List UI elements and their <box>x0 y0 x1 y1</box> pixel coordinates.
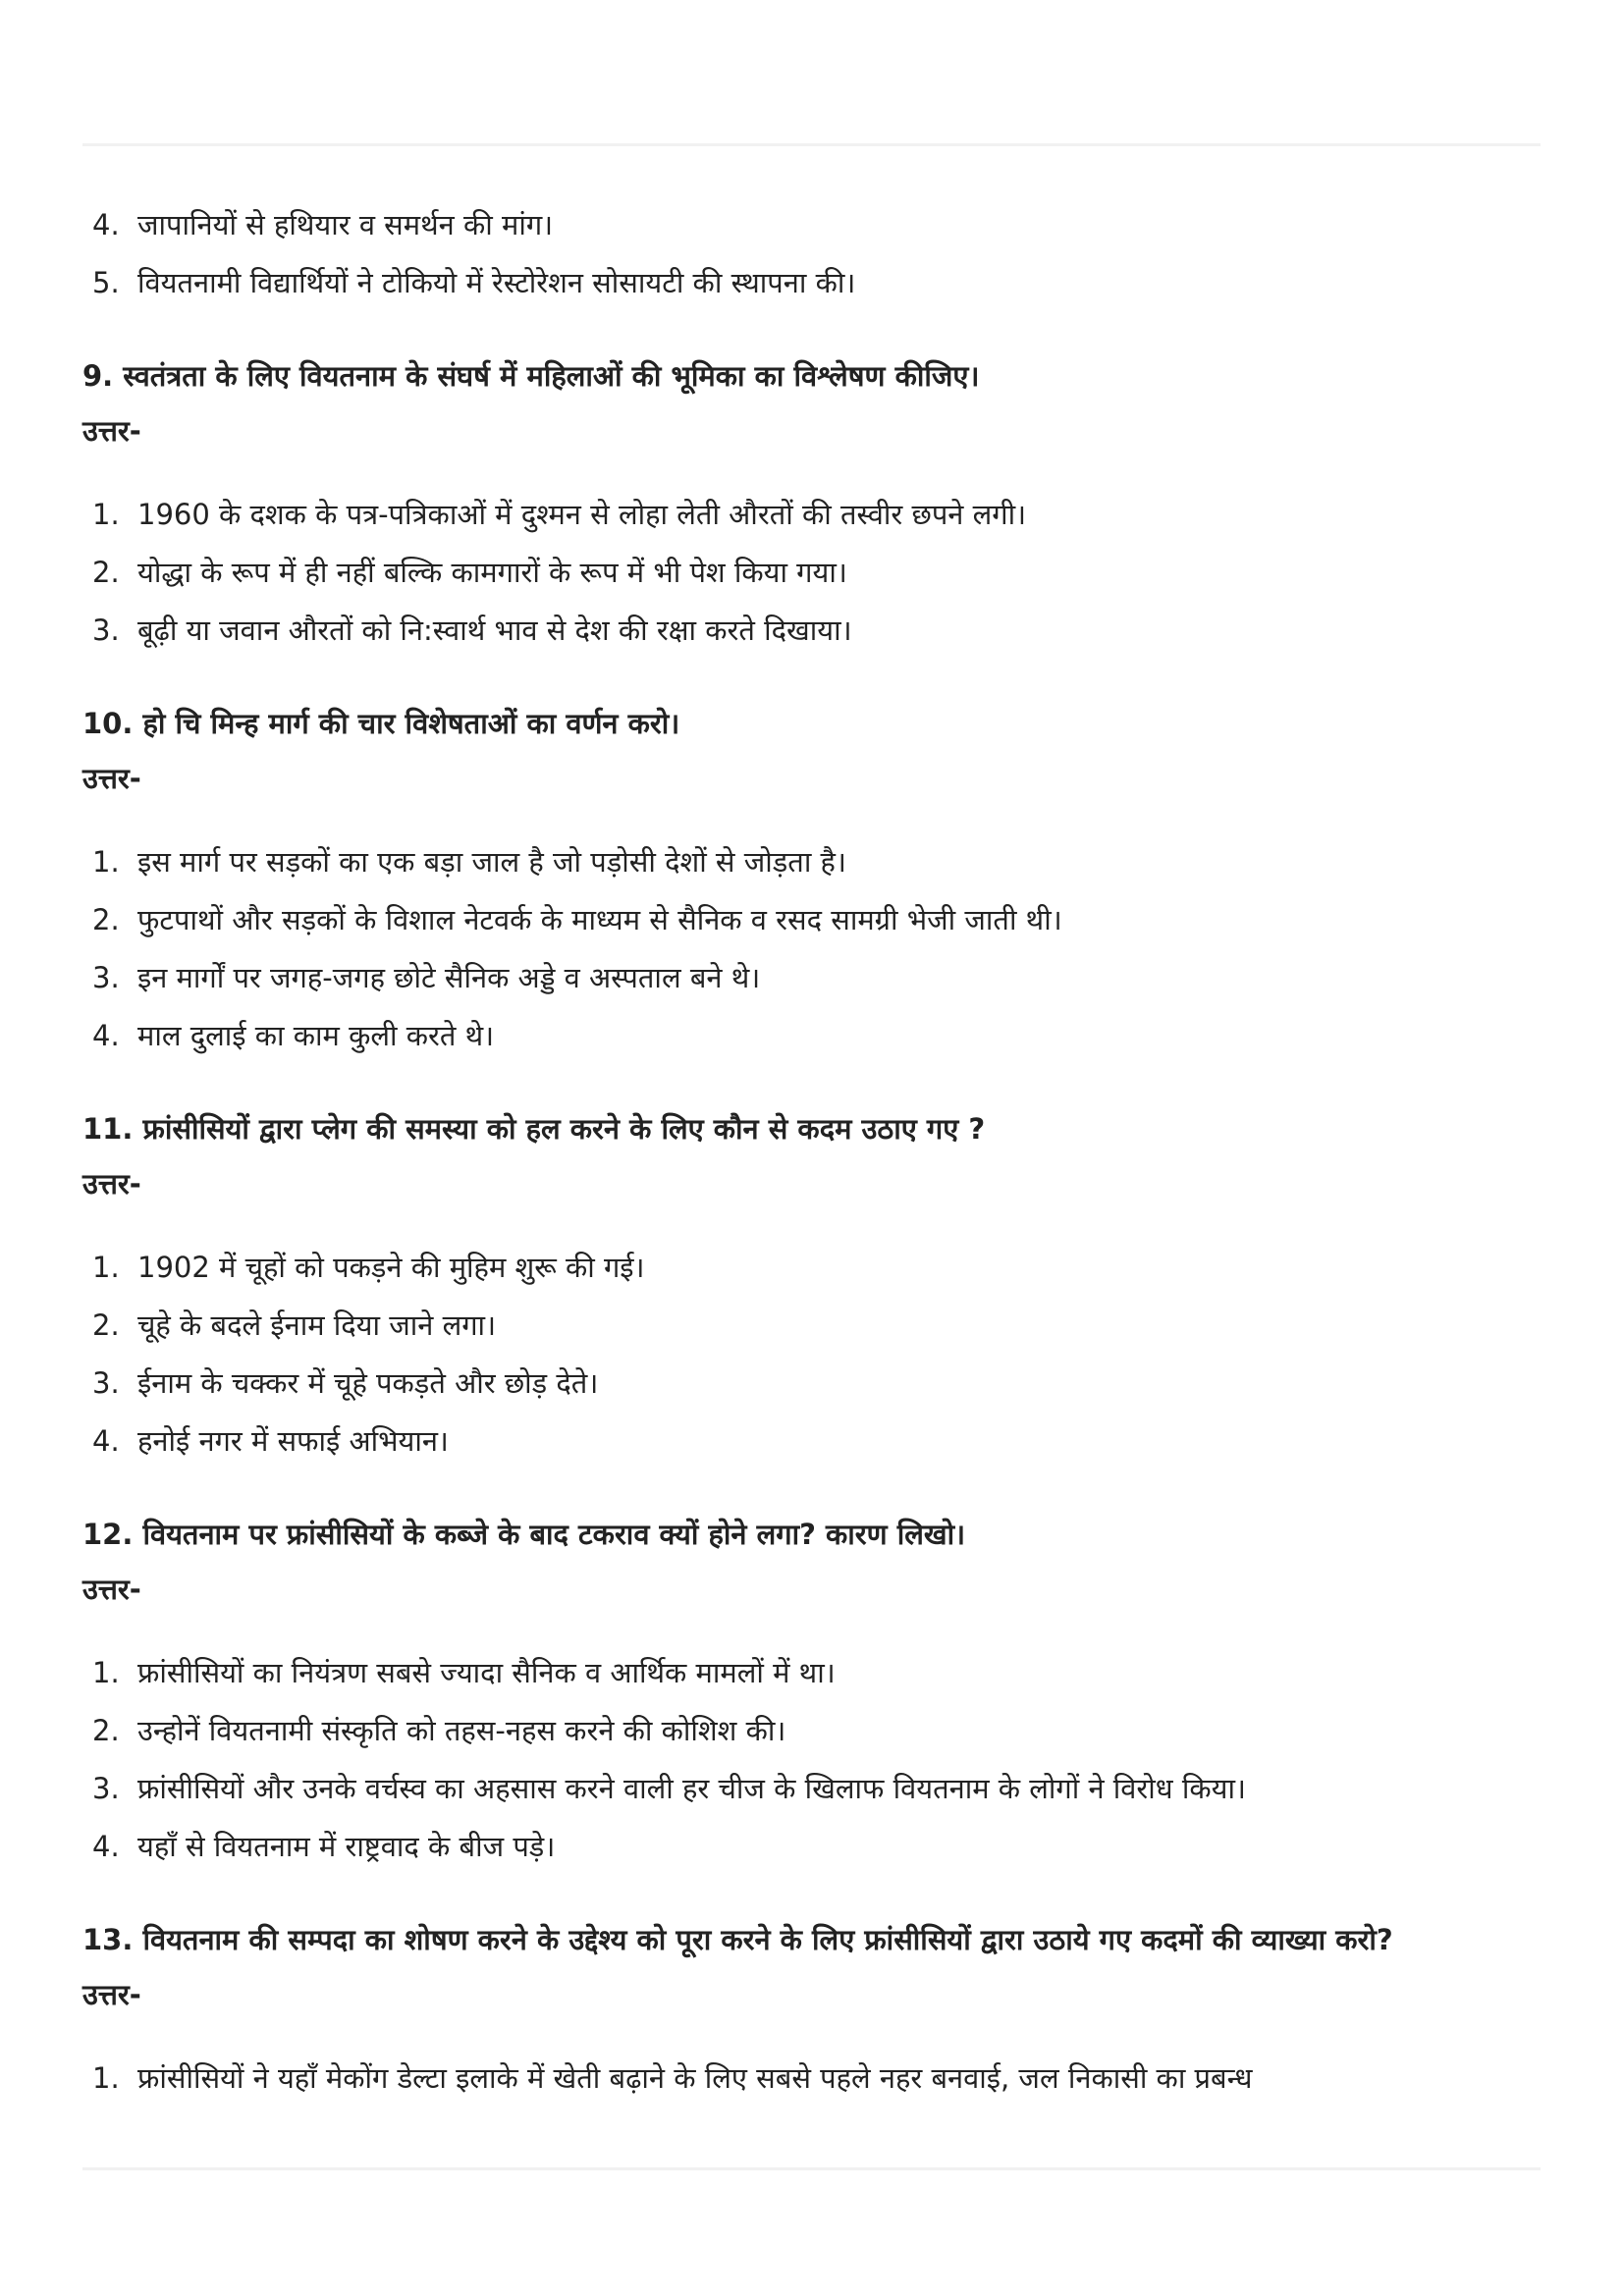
list-item <box>82 196 1541 254</box>
item-number: 2. <box>92 1714 120 1747</box>
answer-list <box>82 2050 1541 2108</box>
answer-label: उत्तर- <box>82 762 141 795</box>
item-number: 1. <box>92 2061 120 2095</box>
item-text: चूहे के बदले ईनाम दिया जाने लगा। <box>137 1308 497 1342</box>
list-item <box>82 1007 1541 1065</box>
list-item <box>82 544 1541 602</box>
item-number: 3. <box>92 1366 120 1400</box>
item-text: उन्होनें वियतनामी संस्कृति को तहस-नहस करने की कोशिश की। <box>137 1714 786 1747</box>
item-text: जापानियों से हथियार व समर्थन की मांग। <box>137 208 554 241</box>
item-number: 4. <box>92 1424 120 1458</box>
answer-label: उत्तर- <box>82 414 141 448</box>
item-number: 5. <box>92 266 120 299</box>
list-item <box>82 1644 1541 1702</box>
list-item <box>82 1297 1541 1355</box>
continued-list <box>82 196 1541 312</box>
list-item <box>82 1355 1541 1413</box>
question-section-10 <box>82 696 1541 1065</box>
question-section-13 <box>82 1912 1541 2108</box>
answer-label: उत्तर- <box>82 1167 141 1201</box>
item-text: इन मार्गों पर जगह-जगह छोटे सैनिक अड्डे व अस्पताल बने थे। <box>137 961 761 994</box>
item-number: 3. <box>92 1772 120 1805</box>
item-number: 2. <box>92 903 120 936</box>
question-section-12 <box>82 1507 1541 1876</box>
answer-list <box>82 486 1541 660</box>
list-item <box>82 1818 1541 1876</box>
top-divider <box>82 143 1541 146</box>
item-text: 1960 के दशक के पत्र-पत्रिकाओं में दुश्मन से लोहा लेती औरतों की तस्वीर छपने लगी। <box>137 498 1027 531</box>
item-text: हनोई नगर में सफाई अभियान। <box>137 1424 449 1458</box>
list-item <box>82 1413 1541 1470</box>
question-heading: 10. हो चि मिन्ह मार्ग की चार विशेषताओं का वर्णन करो। <box>82 707 680 740</box>
item-text: 1902 में चूहों को पकड़ने की मुहिम शुरू की गई। <box>137 1251 645 1284</box>
list-item <box>82 833 1541 891</box>
list-item <box>82 2050 1541 2108</box>
list-item <box>82 1239 1541 1297</box>
question-section-11 <box>82 1101 1541 1470</box>
question-heading: 11. फ्रांसीसियों द्वारा प्लेग की समस्या को हल करने के लिए कौन से कदम उठाए गए ? <box>82 1112 986 1146</box>
item-number: 1. <box>92 498 120 531</box>
item-text: फ्रांसीसियों और उनके वर्चस्व का अहसास करने वाली हर चीज के खिलाफ वियतनाम के लोगों ने विरोध किया। <box>137 1772 1246 1805</box>
item-number: 4. <box>92 208 120 241</box>
item-number: 3. <box>92 961 120 994</box>
item-text: योद्धा के रूप में ही नहीं बल्कि कामगारों के रूप में भी पेश किया गया। <box>137 556 847 589</box>
list-item <box>82 1760 1541 1818</box>
item-text: माल दुलाई का काम कुली करते थे। <box>137 1019 495 1052</box>
answer-label: उत्तर- <box>82 1978 141 2011</box>
item-text: इस मार्ग पर सड़कों का एक बड़ा जाल है जो पड़ोसी देशों से जोड़ता है। <box>137 845 846 879</box>
list-item <box>82 602 1541 660</box>
item-number: 4. <box>92 1019 120 1052</box>
answer-list <box>82 833 1541 1065</box>
item-text: यहाँ से वियतनाम में राष्ट्रवाद के बीज पड़े। <box>137 1830 556 1863</box>
item-text: फ्रांसीसियों ने यहाँ मेकोंग डेल्टा इलाके में खेती बढ़ाने के लिए सबसे पहले नहर बनवाई, जल निकासी का प्रबन्ध <box>137 2061 1253 2095</box>
answer-list <box>82 1644 1541 1876</box>
list-item <box>82 486 1541 544</box>
item-number: 3. <box>92 614 120 647</box>
list-item <box>82 1702 1541 1760</box>
list-item <box>82 891 1541 949</box>
list-item <box>82 254 1541 312</box>
item-number: 1. <box>92 845 120 879</box>
item-number: 1. <box>92 1656 120 1689</box>
question-heading: 13. वियतनाम की सम्पदा का शोषण करने के उद्देश्य को पूरा करने के लिए फ्रांसीसियों द्वारा उठाये गए कदमों की व्याख्या करो? <box>82 1923 1393 1956</box>
question-section-9 <box>82 348 1541 660</box>
item-text: फुटपाथों और सड़कों के विशाल नेटवर्क के माध्यम से सैनिक व रसद सामग्री भेजी जाती थी। <box>137 903 1062 936</box>
bottom-divider <box>82 2167 1541 2170</box>
item-text: वियतनामी विद्यार्थियों ने टोकियो में रेस्टोरेशन सोसायटी की स्थापना की। <box>137 266 856 299</box>
item-number: 2. <box>92 556 120 589</box>
item-number: 1. <box>92 1251 120 1284</box>
question-heading: 9. स्वतंत्रता के लिए वियतनाम के संघर्ष में महिलाओं की भूमिका का विश्लेषण कीजिए। <box>82 359 980 393</box>
answer-list <box>82 1239 1541 1470</box>
item-text: ईनाम के चक्कर में चूहे पकड़ते और छोड़ देते। <box>137 1366 599 1400</box>
item-number: 4. <box>92 1830 120 1863</box>
item-text: फ्रांसीसियों का नियंत्रण सबसे ज्यादा सैनिक व आर्थिक मामलों में था। <box>137 1656 836 1689</box>
question-heading: 12. वियतनाम पर फ्रांसीसियों के कब्जे के बाद टकराव क्यों होने लगा? कारण लिखो। <box>82 1518 966 1551</box>
answer-label: उत्तर- <box>82 1573 141 1606</box>
page-content <box>82 196 1541 2108</box>
item-number: 2. <box>92 1308 120 1342</box>
item-text: बूढ़ी या जवान औरतों को नि:स्वार्थ भाव से देश की रक्षा करते दिखाया। <box>137 614 852 647</box>
list-item <box>82 949 1541 1007</box>
